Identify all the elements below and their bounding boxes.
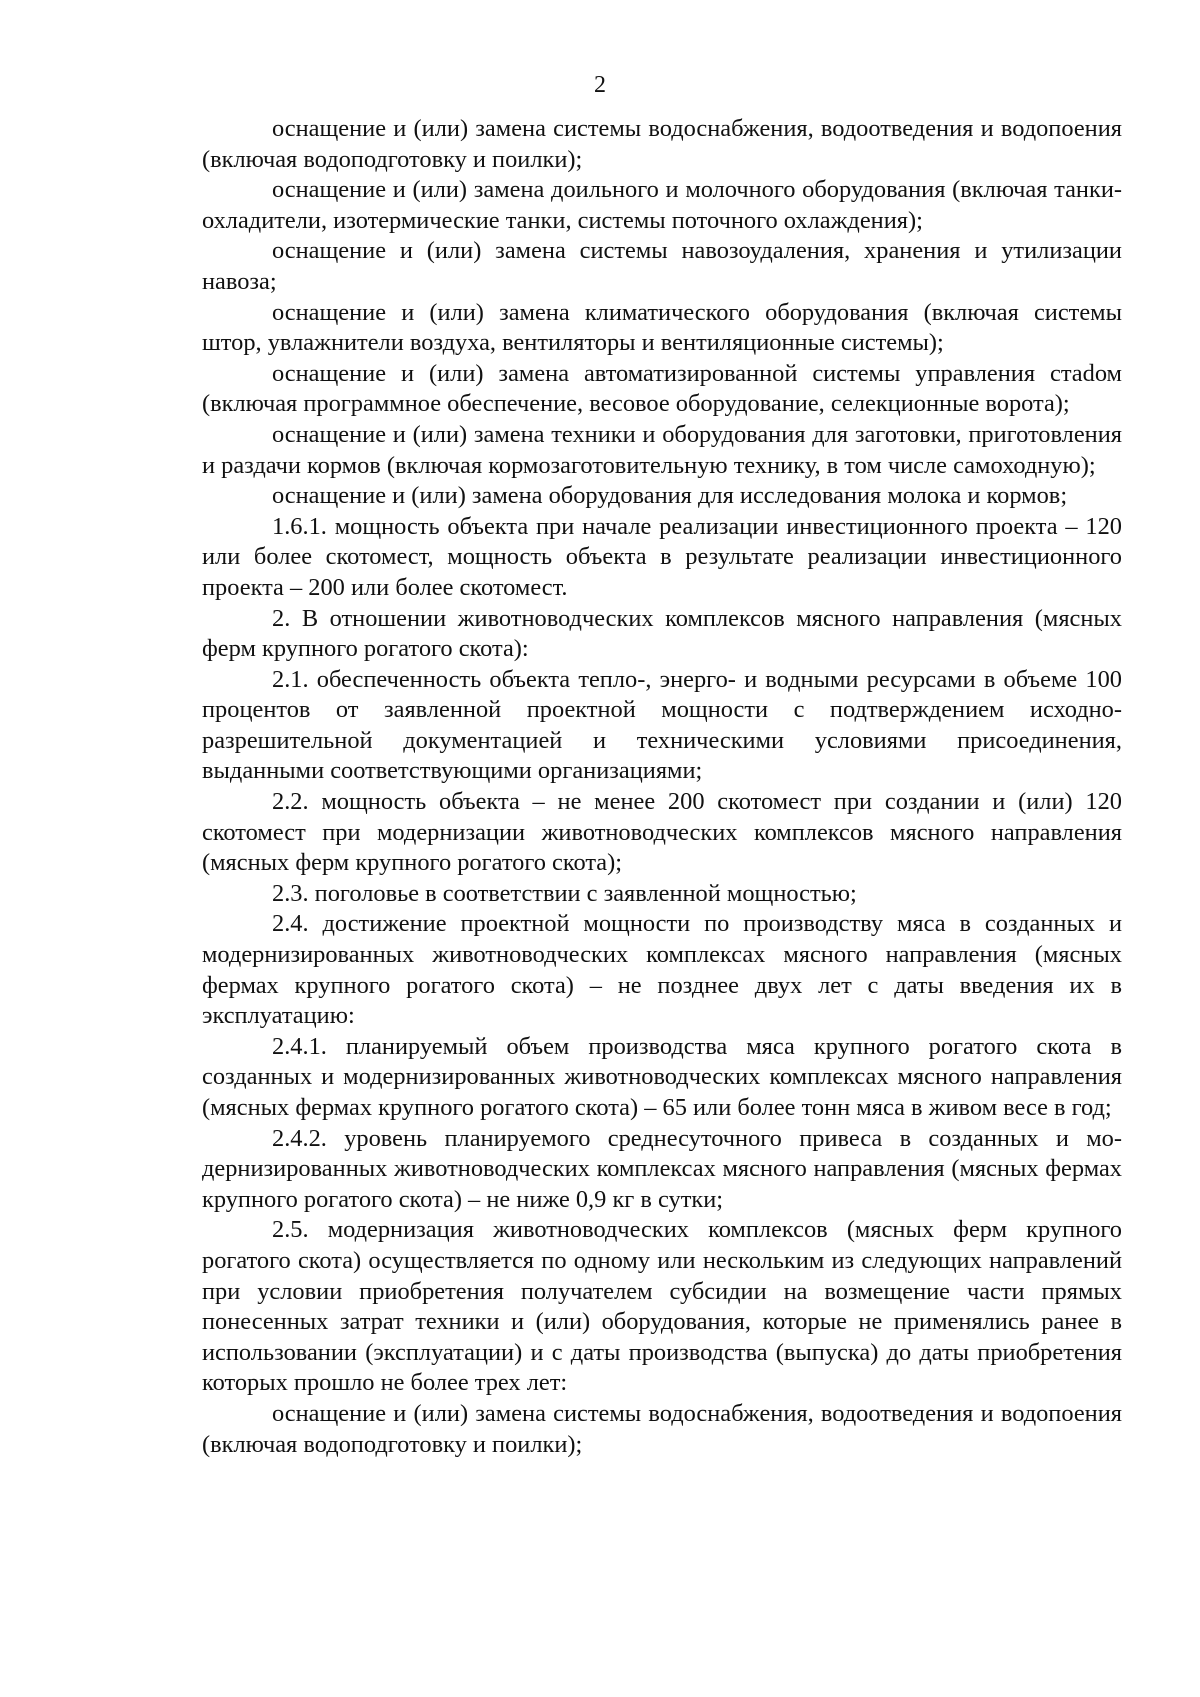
paragraph-2-1: 2.1. обеспеченность объекта тепло-, энерго- и водными ресурсами в объеме 100 процентов от заявленной проектной мощности с подтверждением исходно-разрешительной документацией и техническими условиями присоединения, выданными соответствующими организациями; <box>202 665 1122 785</box>
paragraph-water-supply-equipment: оснащение и (или) замена системы водоснабжения, водоотведения и водопоения (включая водоподготовку и поилки); <box>202 115 1122 173</box>
paragraph-manure-system: оснащение и (или) замена системы навозоудаления, хранения и утилизации навоза; <box>202 237 1122 295</box>
paragraph-climate-equipment: оснащение и (или) замена климатического оборудования (включая системы штор, увлажнители воздуха, вентиляторы и вентиляционные системы); <box>202 298 1122 357</box>
page-number: 2 <box>594 72 606 98</box>
paragraph-water-supply-equipment-2: оснащение и (или) замена системы водоснабжения, водоотведения и водопоения (включая водоподготовку и поилки); <box>202 1399 1122 1458</box>
paragraph-feed-equipment: оснащение и (или) замена техники и оборудования для заготовки, приготовления и раздачи кормов (включая кормозаготовительную технику, в том числе самоходную); <box>202 420 1122 479</box>
paragraph-milk-feed-testing: оснащение и (или) замена оборудования для исследования молока и кормов; <box>272 482 1068 510</box>
paragraph-2-4-2: 2.4.2. уровень планируемого среднесуточного привеса в созданных и модернизированных животноводческих комплексах мясного направления (мясных фермах крупного рогатого скота) – не ниже 0,9 кг в сутки; <box>202 1124 1122 1213</box>
paragraph-2-2: 2.2. мощность объекта – не менее 200 скотомест при создании и (или) 120 скотомест при модернизации животноводческих комплексов мясного направления (мясных ферм крупного рогатого скота); <box>202 788 1122 877</box>
paragraph-2-4-1: 2.4.1. планируемый объем производства мяса крупного рогатого скота в созданных и модернизированных животноводческих комплексах мясного направления (мясных фермах крупного рогатого скота) – 65 или более тонн мяса в живом весе в год; <box>202 1032 1122 1121</box>
document-body <box>202 114 1122 1460</box>
paragraph-2: 2. В отношении животноводческих комплексов мясного направления (мясных ферм крупного рогатого скота): <box>202 604 1122 663</box>
paragraph-2-3: 2.3. поголовье в соответствии с заявленной мощностью; <box>272 879 857 907</box>
paragraph-2-4: 2.4. достижение проектной мощности по производству мяса в созданных и модернизированных животноводческих комплексах мясного направления (мясных фермах крупного рогатого скота) – не позднее двух лет с даты введения их в эксплуатацию: <box>202 910 1122 1030</box>
paragraph-1-6-1: 1.6.1. мощность объекта при начале реализации инвестиционного проекта – 120 или более скотомест, мощность объекта в результате реализации инвестиционного проекта – 200 или более скотомест. <box>202 512 1122 601</box>
paragraph-herd-management-system: оснащение и (или) замена автоматизированной системы управления стаdом (включая программное обеспечение, весовое оборудование, селекционные ворота); <box>202 359 1122 418</box>
paragraph-milking-equipment: оснащение и (или) замена доильного и молочного оборудования (включая танки-охладители, изотермические танки, системы поточного охлаждения); <box>202 176 1122 234</box>
paragraph-2-5: 2.5. модернизация животноводческих комплексов (мясных ферм крупного рогатого скота) осуществляется по одному или нескольким из следующих направлений при условии приобретения получателем субсидии на возмещение части прямых понесенных затрат техники и (или) оборудования, которые не применялись ранее в использовании (эксплуатации) и с даты производства (выпуска) до даты приобретения которых прошло не более трех лет: <box>202 1216 1122 1397</box>
